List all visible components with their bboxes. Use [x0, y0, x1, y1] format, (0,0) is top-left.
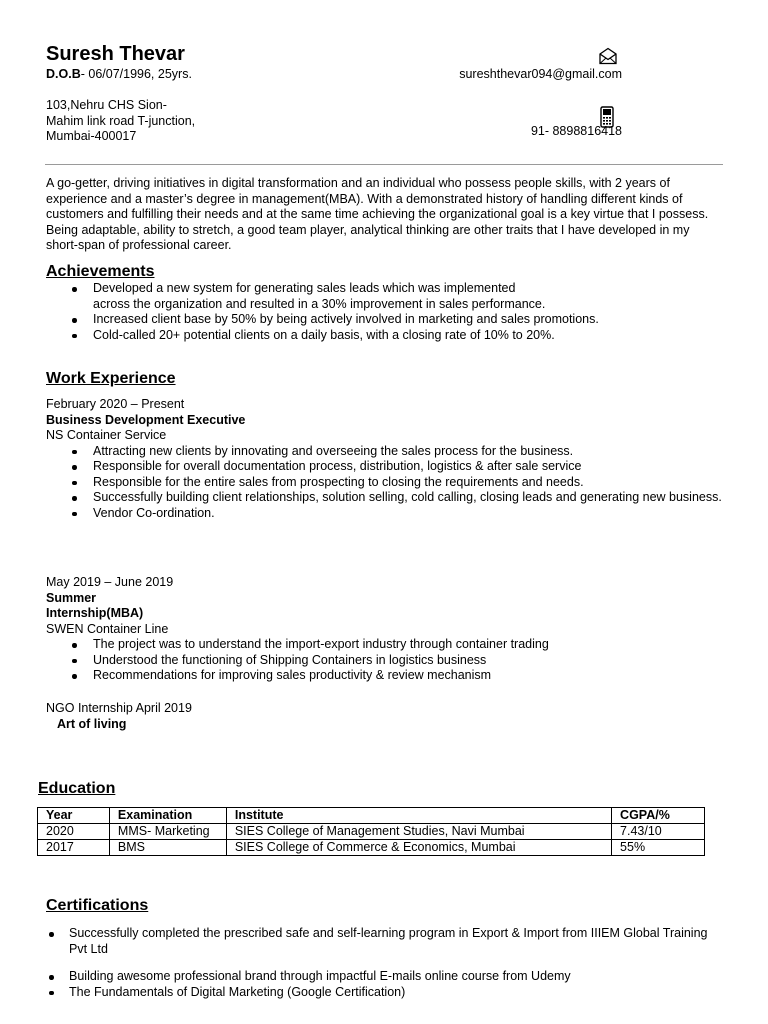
phone-number: 91- 8898816418: [530, 124, 622, 138]
job-company: SWEN Container Line: [46, 621, 169, 636]
table-cell: MMS- Marketing: [109, 824, 226, 840]
email-address: sureshthevar094@gmail.com: [459, 67, 622, 81]
list-item: Successfully building client relationships, solution selling, cold calling, closing leads and generating new business.: [46, 490, 736, 506]
list-item: Attracting new clients by innovating and overseeing the sales process for the business.: [46, 444, 736, 460]
list-item: Responsible for the entire sales from prospecting to closing the requirements and needs.: [46, 475, 736, 491]
address-line: 103,Nehru CHS Sion-: [46, 98, 167, 112]
table-cell: BMS: [109, 840, 226, 856]
education-table: [37, 807, 705, 856]
list-item: Responsible for overall documentation process, distribution, logistics & after sale service: [46, 459, 736, 475]
column-header: CGPA/%: [612, 808, 705, 824]
candidate-name: Suresh Thevar: [46, 43, 185, 65]
address-line: Mahim link road T-junction,: [46, 113, 196, 128]
table-row: [38, 824, 705, 840]
table-cell: SIES College of Commerce & Economics, Mumbai: [226, 840, 611, 856]
table-header-row: [38, 808, 705, 824]
job-dates: May 2019 – June 2019: [46, 575, 174, 589]
list-item-line: Developed a new system for generating sales leads which was implemented: [93, 281, 516, 295]
education-heading: Education: [38, 780, 116, 797]
ngo-internship: [46, 701, 192, 732]
list-item-line: across the organization and resulted in a 30% improvement in sales performance.: [93, 296, 546, 311]
list-item: Vendor Co-ordination.: [46, 506, 736, 522]
list-item: Successfully completed the prescribed safe and self-learning program in Export & Import from IIIEM Global Training Pvt Ltd: [46, 926, 726, 957]
professional-summary: A go-getter, driving initiatives in digital transformation and an individual who possess people skills, with 2 years of experience and a master’s degree in management(MBA). With a demonstrated history of handling different kinds of customers and fulfilling their needs and at the same time achieving the organizational goal is a key virtue that I possess. Being adaptable, ability to stretch, a good team player, analytical thinking are other traits that I have developed in my short-span of professional career.: [46, 176, 709, 252]
job-title: Business Development Executive: [46, 412, 246, 427]
table-cell: 2020: [38, 824, 110, 840]
table-cell: 55%: [612, 840, 705, 856]
list-item: Increased client base by 50% by being actively involved in marketing and sales promotions.: [46, 312, 736, 328]
job-dates: February 2020 – Present: [46, 397, 185, 411]
list-item: Understood the functioning of Shipping Containers in logistics business: [46, 653, 736, 669]
address-block: [46, 98, 195, 145]
job-duties-list: [46, 444, 736, 522]
achievements-list: [46, 281, 736, 343]
table-cell: 7.43/10: [612, 824, 705, 840]
table-cell: SIES College of Management Studies, Navi Mumbai: [226, 824, 611, 840]
list-item: The Fundamentals of Digital Marketing (Google Certification): [46, 985, 726, 1001]
ngo-label: NGO Internship April 2019: [46, 701, 192, 715]
achievements-heading: Achievements: [46, 263, 155, 280]
list-item: Recommendations for improving sales productivity & review mechanism: [46, 668, 736, 684]
column-header: Institute: [226, 808, 611, 824]
job-company: NS Container Service: [46, 428, 167, 442]
job-title: Summer: [46, 590, 97, 605]
job-title: Internship(MBA): [46, 606, 144, 620]
date-of-birth: [46, 67, 192, 83]
ngo-organization: Art of living: [57, 716, 127, 731]
list-item: [46, 281, 736, 312]
job-duties-list: [46, 637, 736, 684]
table-row: [38, 840, 705, 856]
certifications-heading: Certifications: [46, 897, 149, 914]
job-entry: [46, 575, 736, 684]
certifications-list: [46, 926, 726, 1000]
envelope-icon: [598, 47, 618, 65]
job-entry: [46, 397, 736, 521]
work-experience-heading: Work Experience: [46, 370, 176, 387]
address-line: Mumbai-400017: [46, 129, 137, 143]
list-item: Cold-called 20+ potential clients on a daily basis, with a closing rate of 10% to 20%.: [46, 328, 736, 344]
table-cell: 2017: [38, 840, 110, 856]
list-item: Building awesome professional brand through impactful E-mails online course from Udemy: [46, 969, 726, 985]
column-header: Year: [38, 808, 110, 824]
header-divider: [45, 164, 723, 165]
dob-value: - 06/07/1996, 25yrs.: [80, 67, 192, 81]
column-header: Examination: [109, 808, 226, 824]
dob-label: D.O.B: [46, 67, 81, 81]
list-item: The project was to understand the import-export industry through container trading: [46, 637, 736, 653]
